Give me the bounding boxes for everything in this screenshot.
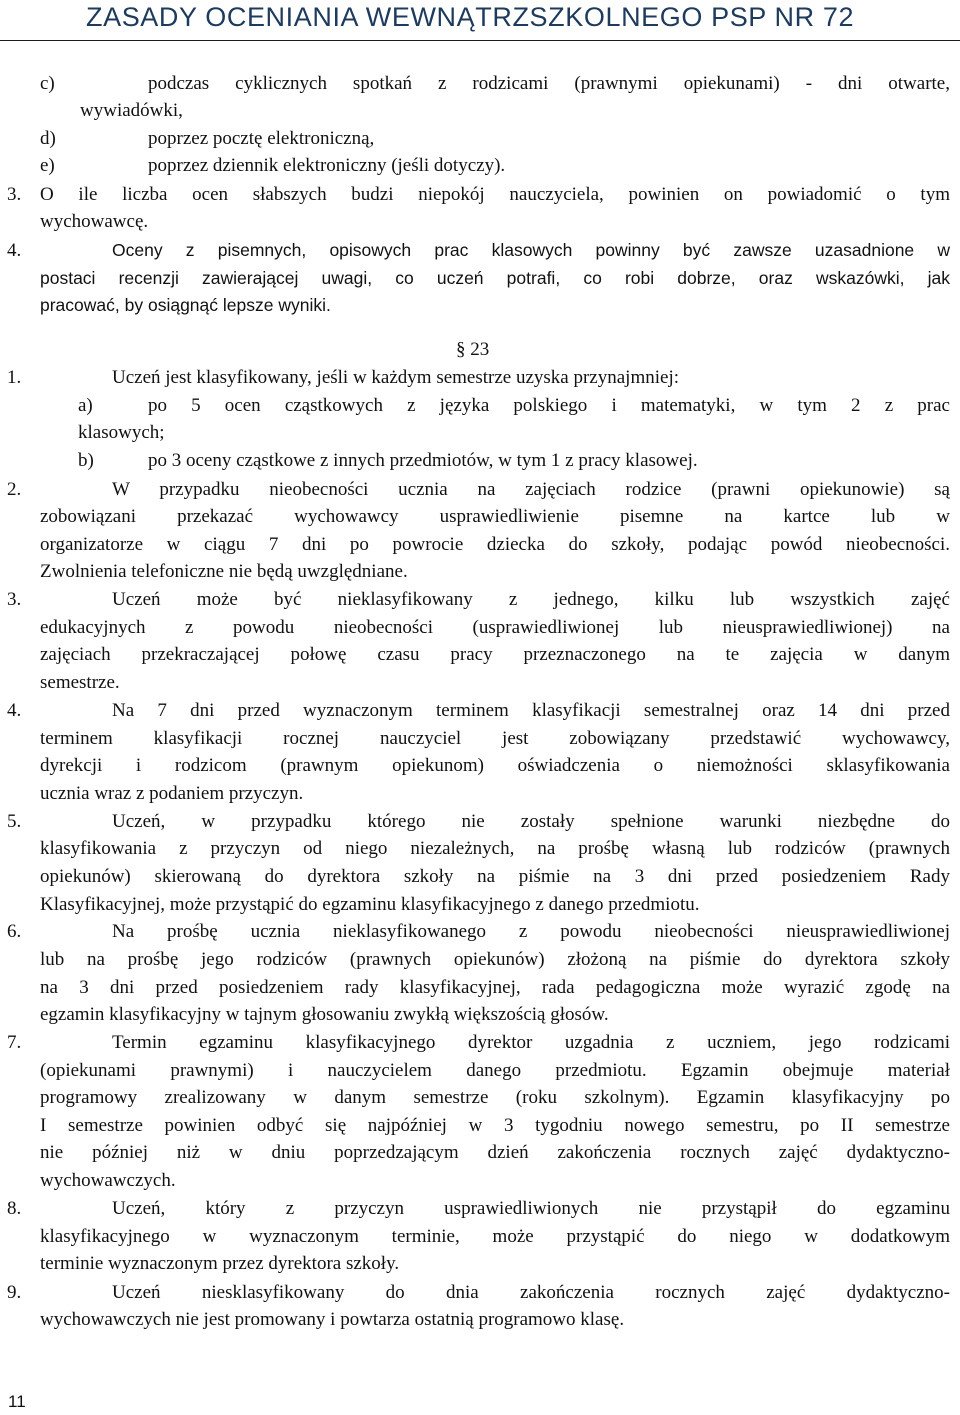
- paragraph-4-line1: Oceny z pisemnych, opisowych prac klasowych powinny być zawsze uzasadnione w: [112, 240, 950, 260]
- s7-line5: nie później niż w dniu poprzedzającym dzień zakończenia rocznych zajęć dydaktyczno-: [40, 1142, 950, 1163]
- s7-line4: I semestrze powinien odbyć się najpóźniej w 3 tygodniu nowego semestru, po II semestrze: [40, 1115, 950, 1136]
- s6-number: 6.: [7, 921, 22, 942]
- s7-line2: (opiekunami prawnymi) i nauczycielem danego przedmiotu. Egzamin obejmuje materiał: [40, 1060, 950, 1081]
- item-e-label: e): [40, 155, 55, 176]
- s5-number: 5.: [7, 811, 22, 832]
- s5-line2: klasyfikowania z przyczyn od niego niezależnych, na prośbę własną lub rodziców (prawnych: [40, 838, 950, 859]
- s8-line3: terminie wyznaczonym przez dyrektora szkoły.: [40, 1253, 400, 1274]
- paragraph-4-number: 4.: [7, 240, 22, 261]
- s7-line6: wychowawczych.: [40, 1170, 176, 1191]
- s8-line2: klasyfikacyjnego w wyznaczonym terminie, może przystąpić do niego w dodatkowym: [40, 1226, 950, 1247]
- page-number: 11: [8, 1392, 26, 1411]
- s7-line3: programowy zrealizowany w danym semestrze (roku szkolnym). Egzamin klasyfikacyjny po: [40, 1087, 950, 1108]
- s6-line1: Na prośbę ucznia nieklasyfikowanego z powodu nieobecności nieusprawiedliwionej: [112, 921, 950, 942]
- s3-line3: zajęciach przekraczającej połowę czasu pracy przeznaczonego na te zajęcia w danym: [40, 644, 950, 665]
- s6-line3: na 3 dni przed posiedzeniem rady klasyfikacyjnej, rada pedagogiczna może wyrazić zgodę na: [40, 977, 950, 998]
- s6-line2: lub na prośbę jego rodziców (prawnych opiekunów) złożoną na piśmie do dyrektora szkoły: [40, 949, 950, 970]
- s4-line3: dyrekcji i rodzicom (prawnym opiekunom) oświadczenia o niemożności sklasyfikowania: [40, 755, 950, 776]
- s9-line1: Uczeń niesklasyfikowany do dnia zakończenia rocznych zajęć dydaktyczno-: [112, 1282, 950, 1303]
- s1-line1: Uczeń jest klasyfikowany, jeśli w każdym semestrze uzyska przynajmniej:: [112, 367, 680, 388]
- s8-number: 8.: [7, 1198, 22, 1219]
- s5-line1: Uczeń, w przypadku którego nie zostały spełnione warunki niezbędne do: [112, 811, 950, 832]
- s8-line1: Uczeń, który z przyczyn usprawiedliwionych nie przystąpił do egzaminu: [112, 1198, 950, 1219]
- s2-line3: organizatorze w ciągu 7 dni po powrocie dziecka do szkoły, podając powód nieobecności.: [40, 534, 950, 555]
- paragraph-3-line1: O ile liczba ocen słabszych budzi niepokój nauczyciela, powinien on powiadomić o tym: [40, 184, 950, 205]
- s7-number: 7.: [7, 1032, 22, 1053]
- s3-line2: edukacyjnych z powodu nieobecności (usprawiedliwionej lub nieusprawiedliwionej) na: [40, 617, 950, 638]
- paragraph-3-number: 3.: [7, 184, 22, 205]
- item-d-text: poprzez pocztę elektroniczną,: [148, 128, 375, 149]
- s4-line1: Na 7 dni przed wyznaczonym terminem klasyfikacji semestralnej oraz 14 dni przed: [112, 700, 950, 721]
- page-header: [0, 0, 960, 41]
- s4-number: 4.: [7, 700, 22, 721]
- s5-line3: opiekunów) skierowaną do dyrektora szkoły na piśmie na 3 dni przed posiedzeniem Rady: [40, 866, 950, 887]
- s2-number: 2.: [7, 479, 22, 500]
- s1-number: 1.: [7, 367, 22, 388]
- s4-line2: terminem klasyfikacji rocznej nauczyciel jest zobowiązany przedstawić wychowawcy,: [40, 728, 950, 749]
- s7-line1: Termin egzaminu klasyfikacyjnego dyrektor uzgadnia z uczniem, jego rodzicami: [112, 1032, 950, 1053]
- s1-b-text: po 3 oceny cząstkowe z innych przedmiotów, w tym 1 z pracy klasowej.: [148, 450, 698, 471]
- item-c-line2: wywiadówki,: [80, 100, 183, 121]
- paragraph-4-line2: postaci recenzji zawierającej uwagi, co uczeń potrafi, co robi dobrze, oraz wskazówki, jak: [40, 268, 950, 288]
- s2-line1: W przypadku nieobecności ucznia na zajęciach rodzice (prawni opiekunowie) są: [112, 479, 950, 500]
- document-title: ZASADY OCENIANIA WEWNĄTRZSZKOLNEGO PSP NR 72: [86, 2, 855, 32]
- s1-a-line2: klasowych;: [78, 422, 165, 443]
- s9-number: 9.: [7, 1282, 22, 1303]
- section-heading: § 23: [456, 339, 490, 360]
- s3-line4: semestrze.: [40, 672, 120, 693]
- item-c-label: c): [40, 73, 55, 94]
- s6-line4: egzamin klasyfikacyjny w tajnym głosowaniu zwykłą większością głosów.: [40, 1004, 609, 1025]
- paragraph-3-line2: wychowawcę.: [40, 211, 149, 232]
- paragraph-4-line3: pracować, by osiągnąć lepsze wyniki.: [40, 295, 331, 315]
- s1-a-line1: po 5 ocen cząstkowych z języka polskiego i matematyki, w tym 2 z prac: [148, 395, 950, 416]
- s2-line2: zobowiązani przekazać wychowawcy usprawiedliwienie pisemne na kartce lub w: [40, 506, 950, 527]
- s3-line1: Uczeń może być nieklasyfikowany z jednego, kilku lub wszystkich zajęć: [112, 589, 950, 610]
- s1-a-label: a): [78, 395, 93, 416]
- s9-line2: wychowawczych nie jest promowany i powtarza ostatnią programowo klasę.: [40, 1309, 625, 1330]
- s5-line4: Klasyfikacyjnej, może przystąpić do egzaminu klasyfikacyjnego z danego przedmiotu.: [40, 894, 700, 915]
- s2-line4: Zwolnienia telefoniczne nie będą uwzględniane.: [40, 561, 408, 582]
- item-e-text: poprzez dziennik elektroniczny (jeśli dotyczy).: [148, 155, 506, 176]
- item-c-line1: podczas cyklicznych spotkań z rodzicami (prawnymi opiekunami) - dni otwarte,: [148, 73, 950, 94]
- s1-b-label: b): [78, 450, 94, 471]
- s3-number: 3.: [7, 589, 22, 610]
- s4-line4: ucznia wraz z podaniem przyczyn.: [40, 783, 304, 804]
- item-d-label: d): [40, 128, 56, 149]
